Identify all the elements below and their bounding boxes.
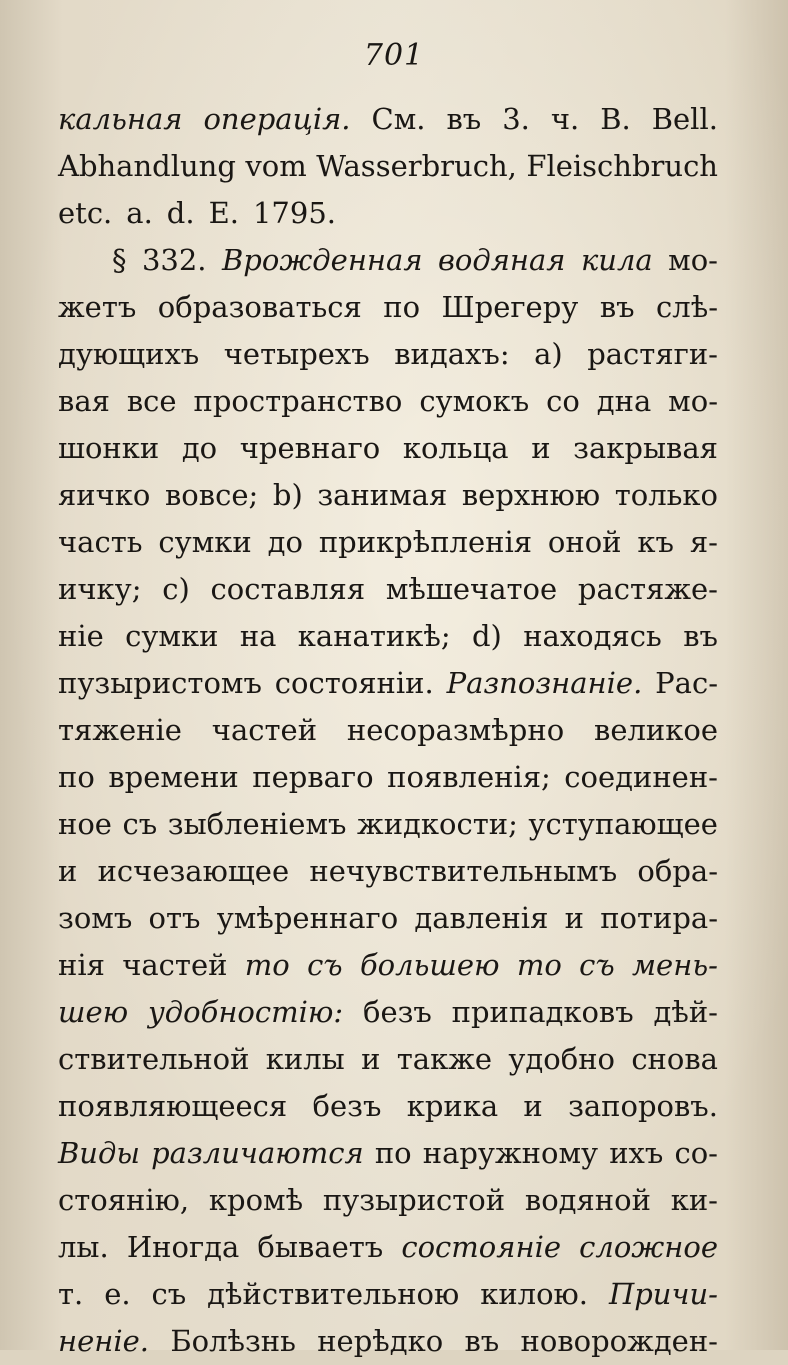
text-line — [58, 1177, 718, 1224]
word: времени — [108, 760, 239, 794]
word: несоразмѣрно — [346, 713, 565, 747]
word: зомъ — [58, 901, 133, 935]
text-line — [58, 378, 718, 425]
word: потира- — [600, 901, 718, 935]
word: по — [58, 760, 95, 794]
text-block — [58, 96, 718, 1365]
word: мень- — [632, 948, 718, 982]
word: Fleischbruch — [526, 149, 718, 183]
word: b) — [272, 478, 303, 512]
text-line — [58, 1036, 718, 1083]
word: килою. — [480, 1277, 588, 1311]
word: Шрегеру — [441, 290, 579, 324]
word: Wasserbruch, — [316, 149, 517, 183]
word: образоваться — [157, 290, 362, 324]
word: 1795. — [252, 196, 337, 230]
word: и — [58, 854, 78, 888]
word: оной — [547, 525, 622, 559]
word: отъ — [148, 901, 201, 935]
word: до — [181, 431, 218, 465]
word: съ — [579, 948, 615, 982]
text-line — [58, 237, 718, 284]
word: лы. — [58, 1230, 109, 1264]
word: нечувствительнымъ — [309, 854, 618, 888]
text-line — [58, 989, 718, 1036]
word: чревнаго — [239, 431, 381, 465]
word: по — [383, 290, 421, 324]
word: въ — [446, 102, 482, 136]
word: килы — [265, 1042, 345, 1076]
word: крика — [406, 1089, 499, 1123]
word: до — [267, 525, 303, 559]
word: слѣ- — [656, 290, 718, 324]
word: канатикѣ; — [297, 619, 451, 653]
word: состояніе — [401, 1230, 562, 1264]
word: кальная — [58, 102, 183, 136]
word: ніе — [58, 619, 104, 653]
word: составляя — [210, 572, 366, 606]
word: запоровъ. — [568, 1089, 718, 1123]
word: вая — [58, 384, 110, 418]
word: новорожден- — [520, 1324, 718, 1358]
word: также — [396, 1042, 493, 1076]
text-line — [58, 519, 718, 566]
text-line — [58, 331, 718, 378]
word: я- — [689, 525, 718, 559]
word: наружному — [422, 1136, 599, 1170]
word: различаются — [151, 1136, 364, 1170]
word: въ — [599, 290, 635, 324]
word: перваго — [252, 760, 374, 794]
word: состояніи. — [274, 666, 434, 700]
word: великое — [594, 713, 718, 747]
word: къ — [637, 525, 674, 559]
word: находясь — [523, 619, 662, 653]
word: ное — [58, 807, 112, 841]
text-line — [58, 1224, 718, 1271]
word: снова — [631, 1042, 718, 1076]
word: со — [546, 384, 580, 418]
word: ичку; — [58, 572, 142, 606]
word: все — [126, 384, 177, 418]
word: частей — [122, 948, 228, 982]
word: пузыристой — [322, 1183, 506, 1217]
word: т. — [58, 1277, 84, 1311]
word: безъ — [312, 1089, 382, 1123]
word: и — [564, 901, 584, 935]
text-line — [58, 1083, 718, 1130]
word: со- — [674, 1136, 718, 1170]
word: пространство — [193, 384, 403, 418]
word: мо- — [668, 243, 718, 277]
word: d. — [166, 196, 195, 230]
word: въ — [683, 619, 718, 653]
word: прикрѣпленія — [318, 525, 533, 559]
word: съ — [122, 807, 158, 841]
word: d) — [471, 619, 502, 653]
text-line — [58, 895, 718, 942]
word: § — [112, 243, 127, 277]
text-line — [58, 425, 718, 472]
word: то — [516, 948, 562, 982]
word: B. — [600, 102, 631, 136]
word: по — [374, 1136, 412, 1170]
word: сумокъ — [419, 384, 530, 418]
word: и — [531, 431, 551, 465]
word: vom — [245, 149, 307, 183]
word: нія — [58, 948, 105, 982]
text-line — [58, 472, 718, 519]
word: часть — [58, 525, 143, 559]
text-line — [58, 801, 718, 848]
text-line — [58, 942, 718, 989]
word: уступающее — [528, 807, 718, 841]
word: кромѣ — [208, 1183, 304, 1217]
text-line — [58, 613, 718, 660]
word: Abhandlung — [58, 149, 236, 183]
word: появляющееся — [58, 1089, 288, 1123]
word: сумки — [125, 619, 219, 653]
word: умѣреннаго — [216, 901, 399, 935]
word: появленія; — [387, 760, 551, 794]
word: зыбленіемъ — [167, 807, 347, 841]
word: е. — [104, 1277, 131, 1311]
word: обра- — [637, 854, 718, 888]
word: шонки — [58, 431, 160, 465]
word: операція. — [203, 102, 351, 136]
word: частей — [211, 713, 318, 747]
word: и — [523, 1089, 543, 1123]
word: тяженіе — [58, 713, 182, 747]
word: 332. — [141, 243, 207, 277]
word: кольца — [402, 431, 509, 465]
text-line — [58, 566, 718, 613]
word: удобностію: — [147, 995, 344, 1029]
word: съ — [151, 1277, 187, 1311]
word: занимая — [317, 478, 448, 512]
word: дна — [596, 384, 652, 418]
word: Виды — [58, 1136, 140, 1170]
text-line — [58, 754, 718, 801]
word: только — [614, 478, 718, 512]
word: давленія — [414, 901, 549, 935]
word: дѣйствительною — [207, 1277, 460, 1311]
word: видахъ: — [394, 337, 510, 371]
word: Болѣзнь — [170, 1324, 296, 1358]
word: неніе. — [58, 1324, 150, 1358]
word: закрывая — [573, 431, 718, 465]
word: E. — [208, 196, 239, 230]
word: Врожденная — [221, 243, 423, 277]
text-line — [58, 284, 718, 331]
word: etc. — [58, 196, 113, 230]
word: водяной — [524, 1183, 651, 1217]
text-line — [58, 190, 718, 237]
word: растяже- — [577, 572, 718, 606]
word: и — [361, 1042, 381, 1076]
word: верхнюю — [461, 478, 601, 512]
word: дѣй- — [653, 995, 718, 1029]
word: жетъ — [58, 290, 137, 324]
word: 3. — [502, 102, 530, 136]
text-line — [58, 707, 718, 754]
text-line — [58, 143, 718, 190]
word: растяги- — [587, 337, 718, 371]
text-line — [58, 1271, 718, 1318]
word: яичко — [58, 478, 151, 512]
word: сложное — [579, 1230, 718, 1264]
word: а) — [534, 337, 563, 371]
word: мѣшечатое — [385, 572, 558, 606]
word: исчезающее — [97, 854, 290, 888]
word: жидкости; — [357, 807, 518, 841]
word: шею — [58, 995, 129, 1029]
text-line — [58, 848, 718, 895]
word: удобно — [508, 1042, 615, 1076]
text-line — [58, 96, 718, 143]
word: безъ — [362, 995, 432, 1029]
word: стоянію, — [58, 1183, 190, 1217]
word: на — [239, 619, 277, 653]
word: вовсе; — [164, 478, 259, 512]
word: бываетъ — [257, 1230, 384, 1264]
word: съ — [307, 948, 343, 982]
word: ч. — [550, 102, 580, 136]
word: ствительной — [58, 1042, 250, 1076]
word: c) — [162, 572, 190, 606]
word: сумки — [158, 525, 252, 559]
word: Bell. — [651, 102, 718, 136]
word: то — [244, 948, 290, 982]
word: См. — [371, 102, 426, 136]
text-line — [58, 1130, 718, 1177]
word: Иногда — [126, 1230, 240, 1264]
word: большею — [359, 948, 500, 982]
text-line — [58, 660, 718, 707]
word: пузыристомъ — [58, 666, 262, 700]
word: въ — [464, 1324, 500, 1358]
page-number: 701 — [363, 38, 425, 73]
word: четырехъ — [223, 337, 370, 371]
word: нерѣдко — [317, 1324, 444, 1358]
word: ихъ — [609, 1136, 664, 1170]
word: ки- — [670, 1183, 718, 1217]
word: мо- — [668, 384, 718, 418]
word: припадковъ — [451, 995, 634, 1029]
word: a. — [126, 196, 153, 230]
word: кила — [580, 243, 653, 277]
word: Рас- — [655, 666, 718, 700]
word: дующихъ — [58, 337, 200, 371]
word: Причи- — [608, 1277, 718, 1311]
word: соединен- — [564, 760, 718, 794]
word: Разпознаніе. — [446, 666, 643, 700]
word: водяная — [437, 243, 566, 277]
text-line — [58, 1318, 718, 1365]
